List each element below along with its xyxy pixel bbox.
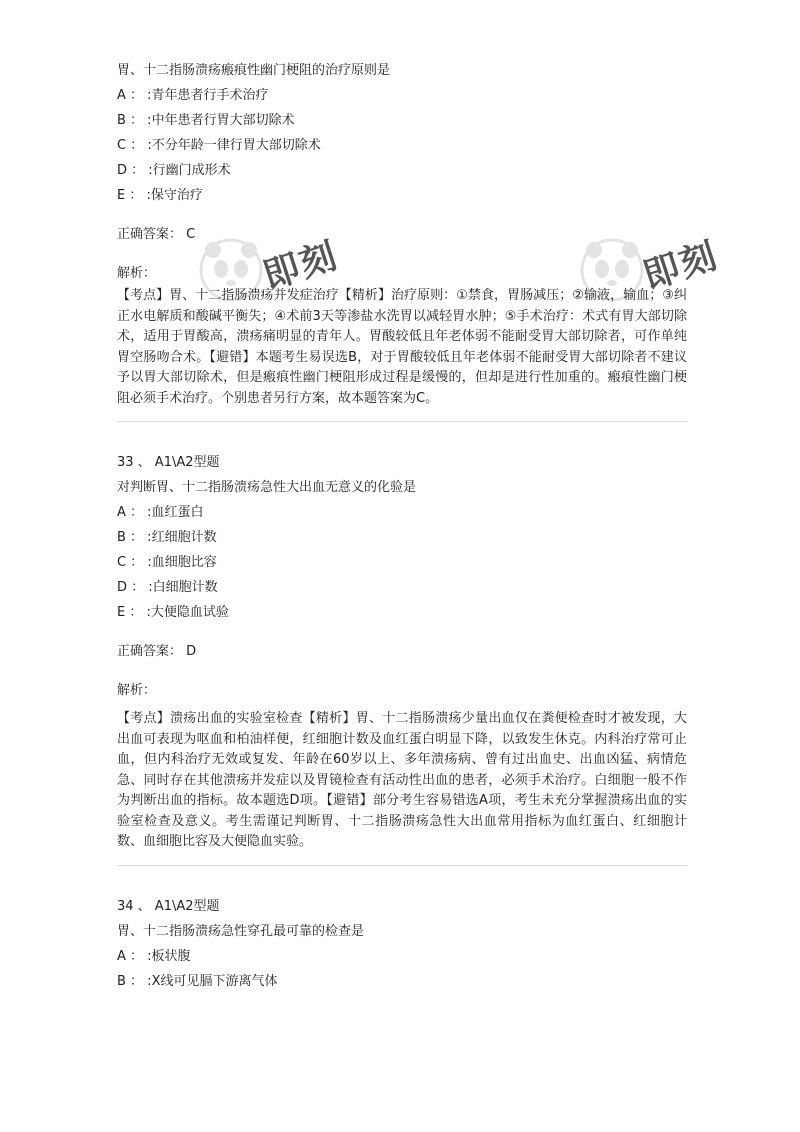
- question-stem: 对判断胃、十二指肠溃疡急性大出血无意义的化验是: [117, 480, 417, 495]
- question-number: 34 、 A1\A2型题: [117, 898, 220, 914]
- option-b: B ： :红细胞计数: [117, 530, 217, 545]
- divider: [117, 421, 687, 422]
- question-34: [117, 894, 687, 994]
- option-c: C ： :血细胞比容: [117, 555, 217, 570]
- analysis-title: 解析：: [117, 266, 157, 281]
- question-33: [117, 450, 687, 866]
- watermark-text: 即刻: [638, 235, 724, 298]
- question-number: 33 、 A1\A2型题: [117, 455, 220, 470]
- option-a: A ： :血红蛋白: [117, 505, 204, 520]
- option-e: E ： :大便隐血试验: [117, 605, 229, 620]
- watermark-text: 即刻: [258, 235, 344, 298]
- question-32: [117, 58, 687, 422]
- option-d: D ： :行幽门成形术: [117, 163, 231, 178]
- option-a: A ： :板状腹: [117, 948, 191, 964]
- correct-answer: 正确答案： C: [117, 227, 196, 242]
- option-d: D ： :白细胞计数: [117, 580, 218, 595]
- option-c: C ： :不分年龄一律行胃大部切除术: [117, 138, 321, 153]
- analysis-text: 【考点】溃疡出血的实验室检查【精析】胃、十二指肠溃疡少量出血仅在粪便检查时才被发现，大出血可表现为呕血和柏油样便，红细胞计数及血红蛋白明显下降，以致发生休克。内科治疗常可止血，但内科治疗无效或复发、年龄在60岁以上、多年溃疡病、曾有过出血史、出血凶猛、病情危急、同时存在其他溃疡并发症以及胃镜检查有活动性出血的患者，必须手术治疗。白细胞一般不作为判断出血的指标。故本题选D项。【避错】部分考生容易错选A项，考生未充分掌握溃疡出血的实验室检查及意义。考生需谨记判断胃、十二指肠溃疡急性大出血常用指标为血红蛋白、红细胞计数、血细胞比容及大便隐血实验。: [117, 711, 687, 849]
- option-b: B ： :中年患者行胃大部切除术: [117, 113, 295, 128]
- question-stem: 胃、十二指肠溃疡瘢痕性幽门梗阻的治疗原则是: [117, 63, 391, 78]
- analysis-text: 【考点】胃、十二指肠溃疡并发症治疗【精析】治疗原则：①禁食，胃肠减压；②输液，输血；③纠正水电解质和酸碱平衡失；④术前3天等渗盐水洗胃以减轻胃水肿；⑤手术治疗：术式有胃大部切除术，适用于胃酸高，溃疡痛明显的青年人。胃酸较低且年老体弱不能耐受胃大部切除者，可作单纯胃空肠吻合术。【避错】本题考生易误选B，对于胃酸较低且年老体弱不能耐受胃大部切除者不建议予以胃大部切除术，但是瘢痕性幽门梗阻形成过程是缓慢的，但却是进行性加重的。瘢痕性幽门梗阻必须手术治疗。个别患者另行方案，故本题答案为C。: [117, 288, 687, 406]
- correct-answer: 正确答案： D: [117, 644, 197, 659]
- analysis-title: 解析：: [117, 683, 157, 698]
- document-content: [117, 58, 687, 994]
- divider: [117, 865, 687, 866]
- option-a: A ： :青年患者行手术治疗: [117, 88, 269, 103]
- option-b: B ： :X线可见膈下游离气体: [117, 973, 278, 989]
- option-e: E ： :保守治疗: [117, 188, 203, 203]
- question-stem: 胃、十二指肠溃疡急性穿孔最可靠的检查是: [117, 923, 365, 939]
